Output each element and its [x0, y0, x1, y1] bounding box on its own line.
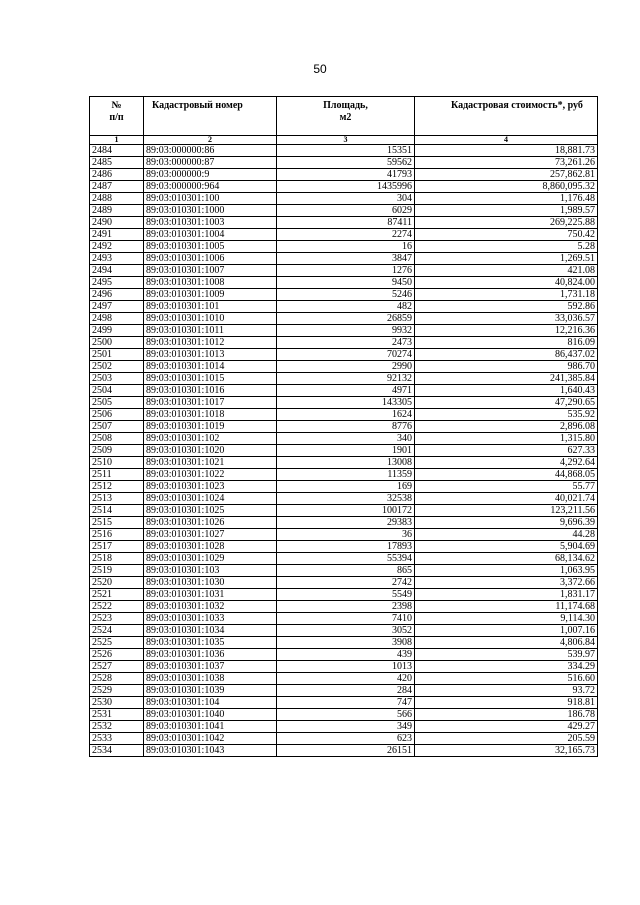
row-number-cell: 2497	[90, 301, 144, 313]
table-row	[90, 289, 598, 301]
cadastral-number-cell: 89:03:010301:1015	[144, 373, 277, 385]
row-number-cell: 2514	[90, 505, 144, 517]
table-row	[90, 253, 598, 265]
table-row	[90, 649, 598, 661]
area-cell: 87411	[277, 217, 415, 229]
cadastral-value-cell: 9,696.39	[415, 517, 598, 529]
header-row-number: № п/п	[90, 97, 144, 136]
cadastral-value-cell: 1,063.95	[415, 565, 598, 577]
area-cell: 304	[277, 193, 415, 205]
area-cell: 747	[277, 697, 415, 709]
cadastral-number-cell: 89:03:010301:102	[144, 433, 277, 445]
table-row	[90, 745, 598, 757]
table-row	[90, 409, 598, 421]
cadastral-number-cell: 89:03:010301:1028	[144, 541, 277, 553]
table-row	[90, 361, 598, 373]
area-cell: 482	[277, 301, 415, 313]
cadastral-number-cell: 89:03:010301:1008	[144, 277, 277, 289]
area-cell: 3847	[277, 253, 415, 265]
table-row	[90, 445, 598, 457]
cadastral-value-cell: 186.78	[415, 709, 598, 721]
table-row	[90, 697, 598, 709]
cadastral-value-cell: 8,860,095.32	[415, 181, 598, 193]
table-row	[90, 565, 598, 577]
area-cell: 2990	[277, 361, 415, 373]
area-cell: 8776	[277, 421, 415, 433]
cadastral-number-cell: 89:03:010301:1037	[144, 661, 277, 673]
row-number-cell: 2530	[90, 697, 144, 709]
row-number-cell: 2488	[90, 193, 144, 205]
area-cell: 26151	[277, 745, 415, 757]
table-row	[90, 673, 598, 685]
table-row	[90, 613, 598, 625]
cadastral-value-cell: 539.97	[415, 649, 598, 661]
cadastral-number-cell: 89:03:010301:1024	[144, 493, 277, 505]
cadastral-value-cell: 750.42	[415, 229, 598, 241]
cadastral-value-cell: 257,862.81	[415, 169, 598, 181]
cadastral-number-cell: 89:03:010301:1042	[144, 733, 277, 745]
cadastral-value-cell: 334.29	[415, 661, 598, 673]
row-number-cell: 2534	[90, 745, 144, 757]
cadastral-number-cell: 89:03:010301:1017	[144, 397, 277, 409]
row-number-cell: 2487	[90, 181, 144, 193]
cadastral-number-cell: 89:03:010301:1021	[144, 457, 277, 469]
row-number-cell: 2522	[90, 601, 144, 613]
row-number-cell: 2499	[90, 325, 144, 337]
row-number-cell: 2524	[90, 625, 144, 637]
cadastral-number-cell: 89:03:010301:1010	[144, 313, 277, 325]
cadastral-value-cell: 918.81	[415, 697, 598, 709]
row-number-cell: 2502	[90, 361, 144, 373]
area-cell: 439	[277, 649, 415, 661]
cadastral-value-cell: 5.28	[415, 241, 598, 253]
area-cell: 2398	[277, 601, 415, 613]
row-number-cell: 2508	[90, 433, 144, 445]
row-number-cell: 2526	[90, 649, 144, 661]
area-cell: 1276	[277, 265, 415, 277]
cadastral-number-cell: 89:03:010301:1009	[144, 289, 277, 301]
row-number-cell: 2491	[90, 229, 144, 241]
cadastral-value-cell: 2,896.08	[415, 421, 598, 433]
cadastral-number-cell: 89:03:010301:1041	[144, 721, 277, 733]
cadastral-number-cell: 89:03:010301:1000	[144, 205, 277, 217]
cadastral-value-cell: 44.28	[415, 529, 598, 541]
cadastral-number-cell: 89:03:000000:86	[144, 145, 277, 157]
cadastral-value-cell: 205.59	[415, 733, 598, 745]
row-number-cell: 2498	[90, 313, 144, 325]
cadastral-number-cell: 89:03:010301:1019	[144, 421, 277, 433]
cadastral-value-cell: 44,868.05	[415, 469, 598, 481]
row-number-cell: 2506	[90, 409, 144, 421]
cadastral-value-cell: 269,225.88	[415, 217, 598, 229]
row-number-cell: 2507	[90, 421, 144, 433]
cadastral-number-cell: 89:03:000000:964	[144, 181, 277, 193]
row-number-cell: 2520	[90, 577, 144, 589]
cadastral-value-cell: 3,372.66	[415, 577, 598, 589]
area-cell: 7410	[277, 613, 415, 625]
area-cell: 623	[277, 733, 415, 745]
row-number-cell: 2523	[90, 613, 144, 625]
area-cell: 5549	[277, 589, 415, 601]
table-row	[90, 193, 598, 205]
row-number-cell: 2533	[90, 733, 144, 745]
cadastral-value-cell: 986.70	[415, 361, 598, 373]
cadastral-value-cell: 516.60	[415, 673, 598, 685]
area-cell: 59562	[277, 157, 415, 169]
table-row	[90, 733, 598, 745]
cadastral-value-cell: 4,292.64	[415, 457, 598, 469]
cadastral-value-cell: 86,437.02	[415, 349, 598, 361]
header-cadastral-number: Кадастровый номер	[144, 97, 277, 136]
cadastral-value-cell: 18,881.73	[415, 145, 598, 157]
area-cell: 5246	[277, 289, 415, 301]
column-number: 3	[277, 136, 415, 145]
row-number-cell: 2517	[90, 541, 144, 553]
area-cell: 2742	[277, 577, 415, 589]
area-cell: 9932	[277, 325, 415, 337]
cadastral-value-cell: 40,021.74	[415, 493, 598, 505]
row-number-cell: 2529	[90, 685, 144, 697]
cadastral-value-cell: 68,134.62	[415, 553, 598, 565]
cadastral-number-cell: 89:03:010301:1032	[144, 601, 277, 613]
cadastral-number-cell: 89:03:000000:87	[144, 157, 277, 169]
table-row	[90, 373, 598, 385]
area-cell: 3908	[277, 637, 415, 649]
cadastral-value-cell: 241,385.84	[415, 373, 598, 385]
cadastral-number-cell: 89:03:010301:1030	[144, 577, 277, 589]
table-row	[90, 625, 598, 637]
area-cell: 11359	[277, 469, 415, 481]
table-row	[90, 205, 598, 217]
cadastral-value-cell: 1,269.51	[415, 253, 598, 265]
table-row	[90, 637, 598, 649]
table-row	[90, 337, 598, 349]
table-row	[90, 505, 598, 517]
row-number-cell: 2527	[90, 661, 144, 673]
cadastral-number-cell: 89:03:010301:1004	[144, 229, 277, 241]
table-row	[90, 145, 598, 157]
cadastral-number-cell: 89:03:010301:1034	[144, 625, 277, 637]
cadastral-value-cell: 32,165.73	[415, 745, 598, 757]
table-header-row	[90, 97, 598, 136]
row-number-cell: 2489	[90, 205, 144, 217]
area-cell: 1624	[277, 409, 415, 421]
area-cell: 1013	[277, 661, 415, 673]
table-row	[90, 553, 598, 565]
cadastral-value-cell: 592.86	[415, 301, 598, 313]
table-row	[90, 601, 598, 613]
table-row	[90, 313, 598, 325]
row-number-cell: 2521	[90, 589, 144, 601]
row-number-cell: 2492	[90, 241, 144, 253]
row-number-cell: 2519	[90, 565, 144, 577]
area-cell: 4971	[277, 385, 415, 397]
cadastral-number-cell: 89:03:010301:1025	[144, 505, 277, 517]
cadastral-number-cell: 89:03:010301:1022	[144, 469, 277, 481]
table-row	[90, 349, 598, 361]
cadastral-value-cell: 1,731.18	[415, 289, 598, 301]
table-row	[90, 493, 598, 505]
cadastral-number-cell: 89:03:010301:1036	[144, 649, 277, 661]
table-row	[90, 433, 598, 445]
cadastral-number-cell: 89:03:010301:1031	[144, 589, 277, 601]
area-cell: 13008	[277, 457, 415, 469]
cadastral-value-cell: 421.08	[415, 265, 598, 277]
row-number-cell: 2485	[90, 157, 144, 169]
area-cell: 100172	[277, 505, 415, 517]
cadastral-number-cell: 89:03:010301:1026	[144, 517, 277, 529]
cadastral-value-cell: 40,824.00	[415, 277, 598, 289]
cadastral-number-cell: 89:03:010301:100	[144, 193, 277, 205]
header-cadastral-value: Кадастровая стоимость*, руб	[415, 97, 598, 136]
area-cell: 143305	[277, 397, 415, 409]
cadastral-value-cell: 93.72	[415, 685, 598, 697]
cadastral-number-cell: 89:03:010301:1035	[144, 637, 277, 649]
cadastral-number-cell: 89:03:010301:1014	[144, 361, 277, 373]
row-number-cell: 2513	[90, 493, 144, 505]
area-cell: 1901	[277, 445, 415, 457]
table-row	[90, 157, 598, 169]
table-row	[90, 577, 598, 589]
cadastral-number-cell: 89:03:010301:1027	[144, 529, 277, 541]
table-row	[90, 721, 598, 733]
cadastral-number-cell: 89:03:010301:1039	[144, 685, 277, 697]
row-number-cell: 2493	[90, 253, 144, 265]
row-number-cell: 2504	[90, 385, 144, 397]
table-row	[90, 517, 598, 529]
table-row	[90, 385, 598, 397]
cadastral-number-cell: 89:03:010301:1005	[144, 241, 277, 253]
cadastral-number-cell: 89:03:010301:1012	[144, 337, 277, 349]
cadastral-number-cell: 89:03:010301:1029	[144, 553, 277, 565]
row-number-cell: 2486	[90, 169, 144, 181]
table-row	[90, 277, 598, 289]
table-row	[90, 301, 598, 313]
cadastral-value-cell: 1,831.17	[415, 589, 598, 601]
row-number-cell: 2500	[90, 337, 144, 349]
cadastral-number-cell: 89:03:010301:1006	[144, 253, 277, 265]
area-cell: 29383	[277, 517, 415, 529]
column-number: 4	[415, 136, 598, 145]
area-cell: 32538	[277, 493, 415, 505]
cadastral-number-cell: 89:03:010301:1007	[144, 265, 277, 277]
cadastral-number-cell: 89:03:000000:9	[144, 169, 277, 181]
cadastral-value-cell: 33,036.57	[415, 313, 598, 325]
row-number-cell: 2503	[90, 373, 144, 385]
row-number-cell: 2505	[90, 397, 144, 409]
table-row	[90, 481, 598, 493]
column-number: 1	[90, 136, 144, 145]
cadastral-number-cell: 89:03:010301:104	[144, 697, 277, 709]
table-row	[90, 457, 598, 469]
table-row	[90, 265, 598, 277]
area-cell: 26859	[277, 313, 415, 325]
cadastral-number-cell: 89:03:010301:103	[144, 565, 277, 577]
row-number-cell: 2532	[90, 721, 144, 733]
area-cell: 566	[277, 709, 415, 721]
table-body	[90, 145, 598, 757]
table-row	[90, 541, 598, 553]
cadastral-number-cell: 89:03:010301:1038	[144, 673, 277, 685]
table-row	[90, 685, 598, 697]
cadastral-number-cell: 89:03:010301:1003	[144, 217, 277, 229]
area-cell: 41793	[277, 169, 415, 181]
row-number-cell: 2531	[90, 709, 144, 721]
cadastral-value-cell: 1,007.16	[415, 625, 598, 637]
area-cell: 55394	[277, 553, 415, 565]
row-number-cell: 2516	[90, 529, 144, 541]
row-number-cell: 2511	[90, 469, 144, 481]
cadastral-number-cell: 89:03:010301:1020	[144, 445, 277, 457]
table-row	[90, 325, 598, 337]
cadastral-value-cell: 1,989.57	[415, 205, 598, 217]
cadastral-number-cell: 89:03:010301:1018	[144, 409, 277, 421]
cadastral-table	[89, 96, 598, 757]
column-number: 2	[144, 136, 277, 145]
table-row	[90, 529, 598, 541]
cadastral-number-cell: 89:03:010301:101	[144, 301, 277, 313]
table-row	[90, 241, 598, 253]
area-cell: 284	[277, 685, 415, 697]
row-number-cell: 2510	[90, 457, 144, 469]
area-cell: 36	[277, 529, 415, 541]
table-row	[90, 181, 598, 193]
cadastral-value-cell: 123,211.56	[415, 505, 598, 517]
table-row	[90, 169, 598, 181]
cadastral-value-cell: 4,806.84	[415, 637, 598, 649]
cadastral-value-cell: 535.92	[415, 409, 598, 421]
cadastral-number-cell: 89:03:010301:1013	[144, 349, 277, 361]
table-row	[90, 217, 598, 229]
area-cell: 3052	[277, 625, 415, 637]
area-cell: 9450	[277, 277, 415, 289]
area-cell: 420	[277, 673, 415, 685]
cadastral-value-cell: 73,261.26	[415, 157, 598, 169]
area-cell: 2274	[277, 229, 415, 241]
cadastral-number-cell: 89:03:010301:1043	[144, 745, 277, 757]
area-cell: 70274	[277, 349, 415, 361]
cadastral-number-cell: 89:03:010301:1011	[144, 325, 277, 337]
table-row	[90, 661, 598, 673]
cadastral-value-cell: 627.33	[415, 445, 598, 457]
cadastral-value-cell: 816.09	[415, 337, 598, 349]
cadastral-value-cell: 1,640.43	[415, 385, 598, 397]
area-cell: 340	[277, 433, 415, 445]
cadastral-value-cell: 1,176.48	[415, 193, 598, 205]
row-number-cell: 2515	[90, 517, 144, 529]
cadastral-number-cell: 89:03:010301:1040	[144, 709, 277, 721]
table-row	[90, 229, 598, 241]
area-cell: 17893	[277, 541, 415, 553]
header-area: Площадь, м2	[277, 97, 415, 136]
row-number-cell: 2512	[90, 481, 144, 493]
row-number-cell: 2484	[90, 145, 144, 157]
cadastral-number-cell: 89:03:010301:1033	[144, 613, 277, 625]
cadastral-value-cell: 47,290.65	[415, 397, 598, 409]
table-row	[90, 709, 598, 721]
column-number-row	[90, 136, 598, 145]
area-cell: 92132	[277, 373, 415, 385]
row-number-cell: 2490	[90, 217, 144, 229]
table-row	[90, 469, 598, 481]
cadastral-value-cell: 1,315.80	[415, 433, 598, 445]
row-number-cell: 2496	[90, 289, 144, 301]
row-number-cell: 2525	[90, 637, 144, 649]
page-number: 50	[313, 62, 327, 76]
row-number-cell: 2509	[90, 445, 144, 457]
row-number-cell: 2501	[90, 349, 144, 361]
cadastral-value-cell: 12,216.36	[415, 325, 598, 337]
area-cell: 865	[277, 565, 415, 577]
area-cell: 349	[277, 721, 415, 733]
table-row	[90, 397, 598, 409]
area-cell: 169	[277, 481, 415, 493]
area-cell: 1435996	[277, 181, 415, 193]
row-number-cell: 2528	[90, 673, 144, 685]
table-row	[90, 421, 598, 433]
row-number-cell: 2518	[90, 553, 144, 565]
cadastral-value-cell: 9,114.30	[415, 613, 598, 625]
cadastral-value-cell: 11,174.68	[415, 601, 598, 613]
area-cell: 16	[277, 241, 415, 253]
cadastral-value-cell: 55.77	[415, 481, 598, 493]
cadastral-number-cell: 89:03:010301:1023	[144, 481, 277, 493]
area-cell: 6029	[277, 205, 415, 217]
row-number-cell: 2494	[90, 265, 144, 277]
cadastral-value-cell: 5,904.69	[415, 541, 598, 553]
area-cell: 15351	[277, 145, 415, 157]
cadastral-value-cell: 429.27	[415, 721, 598, 733]
cadastral-number-cell: 89:03:010301:1016	[144, 385, 277, 397]
row-number-cell: 2495	[90, 277, 144, 289]
area-cell: 2473	[277, 337, 415, 349]
table-row	[90, 589, 598, 601]
